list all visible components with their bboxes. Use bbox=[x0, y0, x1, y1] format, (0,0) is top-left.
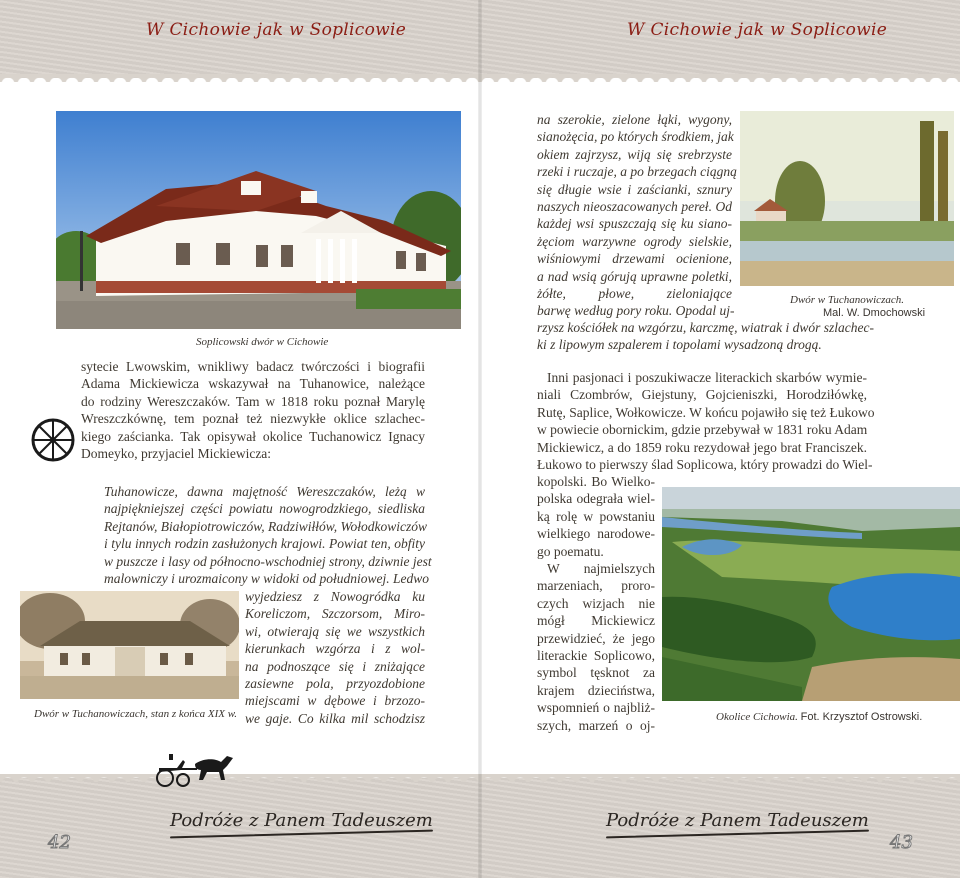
text-line: Wreszczkównę, tem poznał też niezwykłe oklice szlachec- bbox=[81, 411, 425, 427]
quote-line: okiem zajrzysz, wiją się srebrzyste bbox=[537, 146, 732, 162]
quote-line: wyjedziesz z Nowogródka ku bbox=[245, 589, 425, 604]
text-line: Inni pasjonaci i poszukiwacze literackich skarbów wymie- bbox=[547, 370, 867, 385]
right-body-text bbox=[537, 369, 875, 473]
text-line: niali Czombrów, Giejstuny, Gojcieniszki, Horodziłówkę, bbox=[537, 387, 867, 403]
quote-line: i tylu innych rodzin zasłużonych krajowi. Powiat ten, obfity bbox=[104, 536, 425, 552]
quote-line: we gaje. Co kilka mil schodzisz bbox=[245, 710, 425, 726]
text-line: kopolski. Bo Wielko- bbox=[537, 474, 655, 489]
quote-line: rzeki i ruczaje, a po brzegach ciągną bbox=[537, 164, 737, 180]
text-line: krajem dzieciństwa, bbox=[537, 682, 655, 698]
quote-line: Tuhanowicze, dawna majętność Wereszczaków, leżą w bbox=[104, 484, 425, 499]
aerial-credit: Fot. Krzysztof Ostrowski. bbox=[800, 711, 923, 723]
text-line: Mickiewicz, a do 1859 roku rezydował jego brat Franciszek. bbox=[537, 439, 867, 455]
right-footer-title: Podróże z Panem Tadeuszem bbox=[606, 810, 869, 835]
old-manor-photo bbox=[20, 591, 239, 699]
right-quote-text bbox=[537, 111, 737, 320]
text-line: Adama Mickiewicza wskazywał na Tuhanowice, należące bbox=[81, 376, 425, 392]
old-photo-caption: Dwór w Tuchanowiczach, stan z końca XIX w. bbox=[34, 708, 237, 720]
text-line: Rutę, Saplice, Wołkowicze. W końcu pojawiło się też Łukowo bbox=[537, 404, 875, 420]
quote-line: kierunkach wzgórza i z wol- bbox=[245, 641, 425, 657]
quote-line: naszych nieoszacowanych pereł. Od bbox=[537, 199, 732, 215]
text-line: mógł Mickiewicz bbox=[537, 613, 655, 629]
left-page-number: 42 bbox=[48, 832, 71, 853]
right-page-number: 43 bbox=[890, 832, 913, 853]
aerial-caption: Okolice Cichowia. bbox=[716, 711, 798, 723]
text-line: literackie Soplicowo, bbox=[537, 648, 655, 664]
right-running-header: W Cichowie jak w Soplicowie bbox=[627, 20, 888, 40]
text-line: sytecie Lwowskim, wnikliwy badacz twórczości i biografii bbox=[81, 359, 425, 374]
text-line: szych, marzeń o oj- bbox=[537, 717, 655, 733]
aerial-lake-photo bbox=[662, 487, 960, 701]
text-line: przewidzieć, że jego bbox=[537, 630, 655, 646]
quote-line: wiśniowymi drzewami ocienione, bbox=[537, 251, 732, 267]
text-line: wielkiego narodowe- bbox=[537, 526, 655, 542]
quote-line: się długie wsie i zaścianki, sznury bbox=[537, 181, 732, 197]
quote-line: na szerokie, zielone łąki, wygony, bbox=[537, 112, 732, 127]
text-line: ką rolę w powstaniu bbox=[537, 508, 655, 524]
left-footer-title: Podróże z Panem Tadeuszem bbox=[170, 810, 433, 835]
quote-line: każdej wsi spuszczają się ku siano- bbox=[537, 216, 732, 232]
painting-caption: Dwór w Tuchanowiczach. bbox=[790, 294, 904, 306]
text-line: go poematu. bbox=[537, 543, 604, 559]
quote-line: Koreliczom, Szczorsom, Miro- bbox=[245, 606, 425, 622]
wheel-icon bbox=[30, 417, 76, 463]
quote-line: wi, otwierają się we wszystkich bbox=[245, 623, 425, 639]
quote-line: miejscami w dębowe i brzozo- bbox=[245, 693, 425, 709]
left-quote-text bbox=[104, 483, 432, 587]
page-gutter bbox=[478, 0, 482, 878]
right-quote-full bbox=[537, 319, 874, 354]
aerial-caption-row bbox=[716, 711, 922, 723]
quote-line: ki z lipowym szpalerem i topolami wysadzoną drogą. bbox=[537, 337, 822, 353]
text-line: w powiecie obornickim, gdzie przebywał w 1831 roku Adam bbox=[537, 422, 868, 438]
quote-line: zasiewne pola, przyozdobione bbox=[245, 676, 425, 692]
manor-photo bbox=[56, 111, 461, 329]
text-line: Łukowo to pierwszy ślad Soplicowa, który prowadzi do Wiel- bbox=[537, 457, 873, 473]
painting-credit: Mal. W. Dmochowski bbox=[823, 307, 926, 319]
quote-line: rzysz kościółek na wzgórzu, karczmę, wiatrak i dwór szlachec- bbox=[537, 320, 874, 335]
quote-line: najpiękniejszej części powiatu nowogrodzkiego, siedliska bbox=[104, 501, 425, 517]
text-line: kiego zaścianka. Tak opisywał okolice Tuchanowicz Ignacy bbox=[81, 428, 425, 444]
quote-line: na podnoszące się i zniżające bbox=[245, 658, 425, 674]
quote-line: sianożęcia, po których środkiem, jak bbox=[537, 129, 734, 145]
manor-painting bbox=[740, 111, 954, 286]
quote-line: w puszcze i lasy od północno-wschodniej strony, dziwnie jest bbox=[104, 553, 432, 569]
text-line: Domeyko, przyjaciel Mickiewicza: bbox=[81, 446, 272, 462]
quote-line: żółte, płowe, zieloniające bbox=[537, 286, 732, 302]
text-line: wspomnień o najbliż- bbox=[537, 700, 655, 716]
left-quote-wrap bbox=[245, 588, 425, 727]
quote-line: a nad wsią górują uprawne poletki, bbox=[537, 268, 732, 284]
text-line: do rodziny Wereszczaków. Tam w 1818 roku poznał Marylę bbox=[81, 393, 425, 409]
quote-line: Rejtanów, Białopiotrowiczów, Radziwiłłów, Wołodkowiczów bbox=[104, 518, 428, 534]
left-body-text bbox=[81, 358, 425, 462]
manor-photo-caption: Soplicowski dwór w Cichowie bbox=[196, 336, 329, 348]
right-body-narrow bbox=[537, 473, 655, 734]
quote-line: żęciom warzywne ogrody sielskie, bbox=[537, 233, 732, 249]
text-line: symbol tęsknot za bbox=[537, 665, 655, 681]
left-running-header: W Cichowie jak w Soplicowie bbox=[146, 20, 407, 40]
text-line: W najmielszych bbox=[547, 561, 655, 577]
quote-line: barwę według pory roku. Opodal uj- bbox=[537, 303, 735, 319]
quote-line: malowniczy i urozmaicony w widoki od południowej. Ledwo bbox=[104, 571, 429, 587]
horse-carriage-icon bbox=[155, 748, 239, 788]
text-line: czych wizjach nie bbox=[537, 595, 655, 611]
text-line: marzeniach, proro- bbox=[537, 578, 655, 594]
text-line: polska odegrała wiel- bbox=[537, 491, 655, 507]
